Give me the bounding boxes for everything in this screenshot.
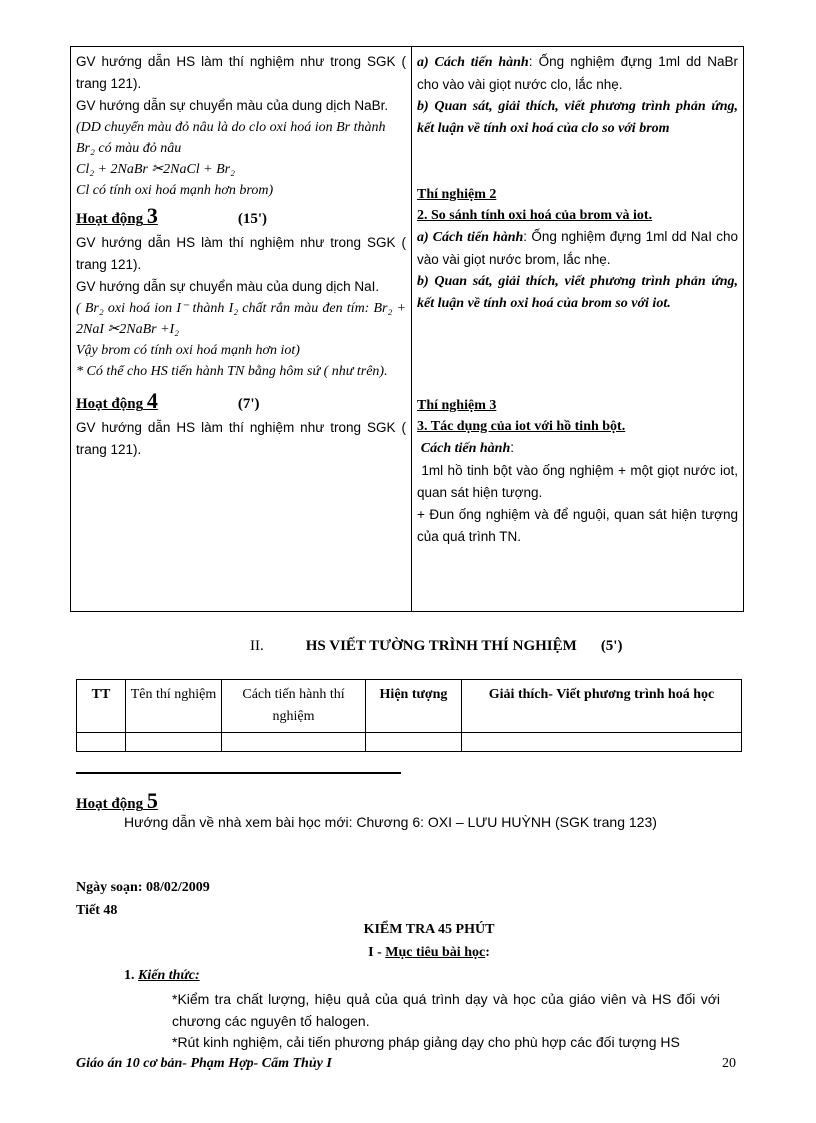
text-p10: * Có thể cho HS tiến hành TN bằng hôm sứ ( như trên).: [76, 364, 388, 379]
text-p8: ( Br₂ oxi hoá ion I⁻ thành I₂ chất rắn màu đen tím: Br₂ + 2NaI ✂2NaBr +I₂: [76, 301, 406, 337]
exp1-observe: b) Quan sát, giải thích, viết phương trình phản ứng, kết luận về tính oxi hoá của clo so với brom: [417, 99, 738, 136]
report-header-explanation: Giải thích- Viết phương trình hoá học: [462, 680, 742, 733]
footer-text: Giáo án 10 cơ bản- Phạm Hợp- Cẩm Thủy I: [76, 1056, 332, 1071]
exp3-method-label: Cách tiến hành:: [420, 440, 515, 456]
report-table: [76, 679, 742, 752]
exp2-observe: b) Quan sát, giải thích, viết phương trình phản ứng, kết luận về tính oxi hoá của brom so với iot.: [417, 274, 738, 311]
student-column: [412, 47, 744, 612]
exp2-subtitle: 2. So sánh tính oxi hoá của brom và iot.: [417, 208, 653, 223]
text-p9: Vậy brom có tính oxi hoá mạnh hơn iot): [76, 343, 300, 358]
text-p7: GV hướng dẫn sự chuyển màu của dung dịch NaI.: [76, 279, 380, 294]
activity-4-label: Hoạt động 4: [76, 388, 158, 413]
activity-4-time: (7'): [237, 396, 260, 412]
text-p3: (DD chuyển màu đỏ nâu là do clo oxi hoá ion Br thành Br₂ có màu đỏ nâu: [76, 120, 386, 156]
divider-line: [76, 772, 401, 774]
activity-table: [70, 46, 744, 612]
activity-4-heading: [76, 388, 406, 417]
knowledge-heading: 1. Kiến thức:: [124, 968, 200, 983]
objectives-heading: I - Mục tiêu bài học:: [368, 945, 490, 960]
equation-1: Cl₂ + 2NaBr ✂2NaCl + Br₂: [76, 162, 235, 177]
text-p1: GV hướng dẫn HS làm thí nghiệm như trong SGK ( trang 121).: [76, 54, 406, 91]
activity-3-time: (15'): [237, 211, 268, 227]
exp3-subtitle: 3. Tác dụng của iot với hồ tinh bột.: [417, 419, 626, 434]
exp1-method: a) Cách tiến hành: Ống nghiệm đựng 1ml dd NaBr cho vào vài giọt nước clo, lắc nhẹ.: [417, 54, 739, 92]
knowledge-item-1: *Kiểm tra chất lượng, hiệu quả của quá trình dạy và học của giáo viên và HS đối với chương các nguyên tố halogen.: [172, 991, 720, 1029]
exp3-title: Thí nghiệm 3: [417, 398, 497, 413]
section-2-heading: II. HS VIẾT TƯỜNG TRÌNH THÍ NGHIỆM (5'): [250, 638, 623, 654]
knowledge-item-2: *Rút kinh nghiệm, cải tiến phương pháp giảng dạy cho phù hợp các đối tượng HS: [172, 1034, 680, 1050]
report-header-tt: TT: [77, 680, 126, 733]
exp3-step2: + Đun ống nghiệm và để nguội, quan sát hiện tượng của quá trình TN.: [417, 507, 738, 544]
text-p6: GV hướng dẫn HS làm thí nghiệm như trong SGK ( trang 121).: [76, 235, 406, 272]
lesson-title: KIỂM TRA 45 PHÚT: [363, 922, 495, 937]
report-header-phenomenon: Hiện tượng: [366, 680, 462, 733]
report-empty-row: [77, 733, 742, 752]
lesson-period: Tiết 48: [76, 903, 118, 918]
lesson-date: Ngày soạn: 08/02/2009: [76, 880, 210, 895]
teacher-column: [71, 47, 412, 612]
text-p5: Cl có tính oxi hoá mạnh hơn brom): [76, 183, 274, 198]
activity-3-heading: [76, 203, 406, 232]
exp2-method: a) Cách tiến hành: Ống nghiệm đựng 1ml dd NaI cho vào vài giọt nước brom, lắc nhẹ.: [417, 229, 739, 267]
activity-5-heading: Hoạt động 5: [76, 788, 158, 813]
exp3-step1: 1ml hồ tinh bột vào ống nghiệm + một giọt nước iot, quan sát hiện tượng.: [417, 463, 738, 500]
exp2-title: Thí nghiệm 2: [417, 187, 497, 202]
activity-5-text: Hướng dẫn về nhà xem bài học mới: Chương 6: OXI – LƯU HUỲNH (SGK trang 123): [124, 814, 657, 830]
report-header-method: Cách tiến hành thí nghiệm: [222, 680, 366, 733]
report-header-name: Tên thí nghiệm: [126, 680, 222, 733]
page-number: 20: [722, 1056, 736, 1071]
text-p2: GV hướng dẫn sự chuyển màu của dung dịch NaBr.: [76, 98, 389, 113]
activity-3-label: Hoạt động 3: [76, 203, 158, 228]
text-p11: GV hướng dẫn HS làm thí nghiệm như trong SGK ( trang 121).: [76, 420, 406, 457]
